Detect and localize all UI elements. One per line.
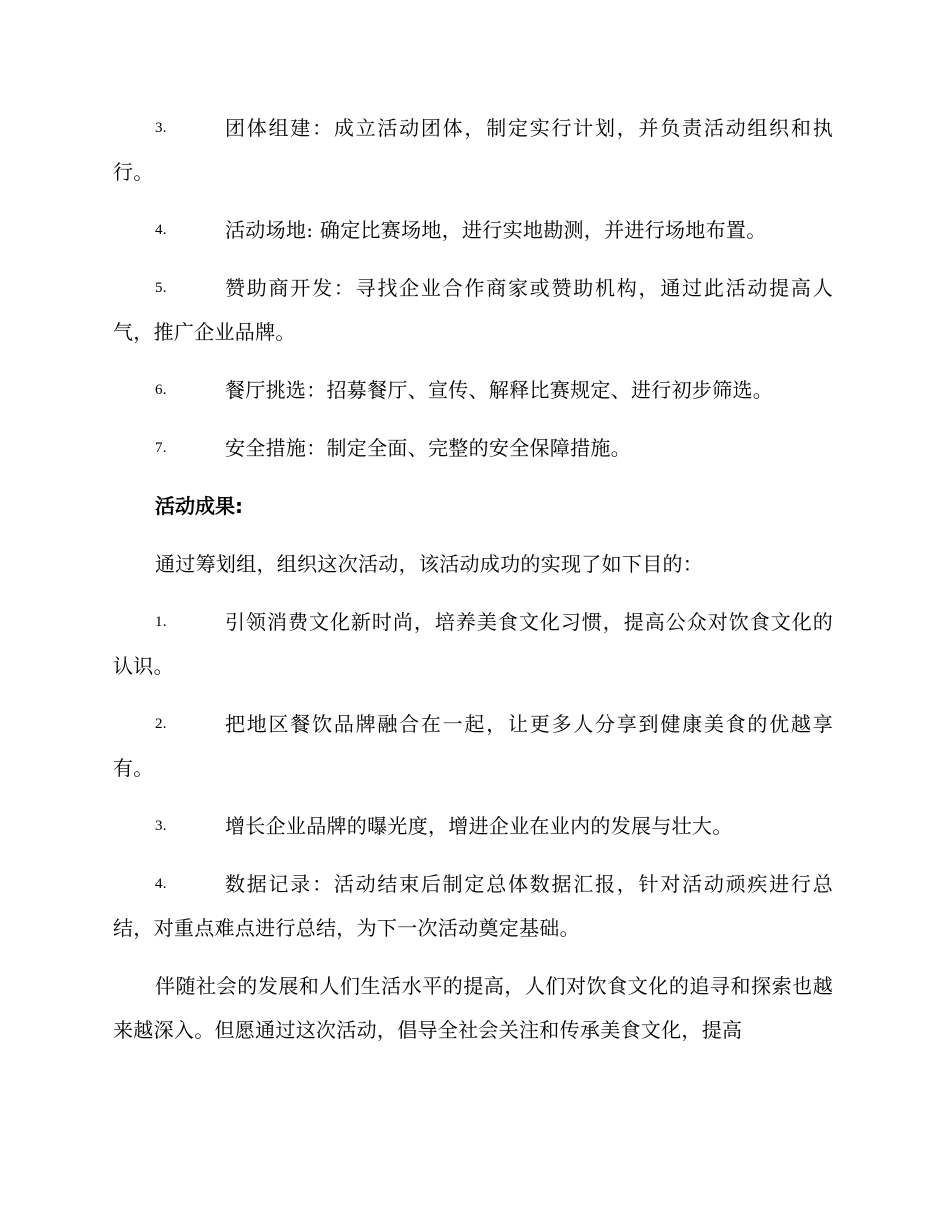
- list-text: 赞助商开发：寻找企业合作商家或赞助机构，通过此活动提高人气，推广企业品牌。: [113, 276, 833, 344]
- list-number: 3.: [155, 120, 167, 136]
- list-text: 餐厅挑选：招募餐厅、宣传、解释比赛规定、进行初步筛选。: [225, 378, 774, 402]
- list-text: 把地区餐饮品牌融合在一起，让更多人分享到健康美食的优越享有。: [113, 712, 833, 780]
- list-number: 5.: [155, 280, 167, 296]
- list-number: 1.: [155, 614, 167, 630]
- list-item: [113, 804, 833, 848]
- list-item: [113, 266, 833, 354]
- closing-paragraph: 伴随社会的发展和人们生活水平的提高，人们对饮食文化的追寻和探索也越来越深入。但愿通过这次活动，倡导全社会关注和传承美食文化，提高: [113, 974, 833, 1042]
- list-item: [113, 208, 833, 252]
- list-number: 7.: [155, 440, 167, 456]
- list-number: 2.: [155, 716, 167, 732]
- list-number: 4.: [155, 876, 167, 892]
- list-text: 团体组建：成立活动团体，制定实行计划，并负责活动组织和执行。: [113, 116, 833, 184]
- list-number: 6.: [155, 382, 167, 398]
- list-item: [113, 106, 833, 194]
- document-page: [113, 106, 833, 1066]
- results-intro: 通过筹划组，组织这次活动，该活动成功的实现了如下目的：: [155, 552, 704, 576]
- list-item: [113, 862, 833, 950]
- list-text: 引领消费文化新时尚，培养美食文化习惯，提高公众对饮食文化的认识。: [113, 610, 833, 678]
- list-text: 安全措施：制定全面、完整的安全保障措施。: [225, 436, 631, 460]
- list-text: 数据记录：活动结束后制定总体数据汇报，针对活动顽疾进行总结，对重点难点进行总结，为下一次活动奠定基础。: [113, 872, 833, 940]
- list-text: 活动场地: 确定比赛场地，进行实地勘测，并进行场地布置。: [225, 218, 767, 242]
- list-item: [113, 600, 833, 688]
- list-item: [113, 368, 833, 412]
- list-number: 4.: [155, 222, 167, 238]
- list-item: [113, 426, 833, 470]
- list-item: [113, 702, 833, 790]
- list-number: 3.: [155, 818, 167, 834]
- list-text: 增长企业品牌的曝光度，增进企业在业内的发展与壮大。: [225, 814, 733, 838]
- section-heading: 活动成果:: [155, 494, 243, 518]
